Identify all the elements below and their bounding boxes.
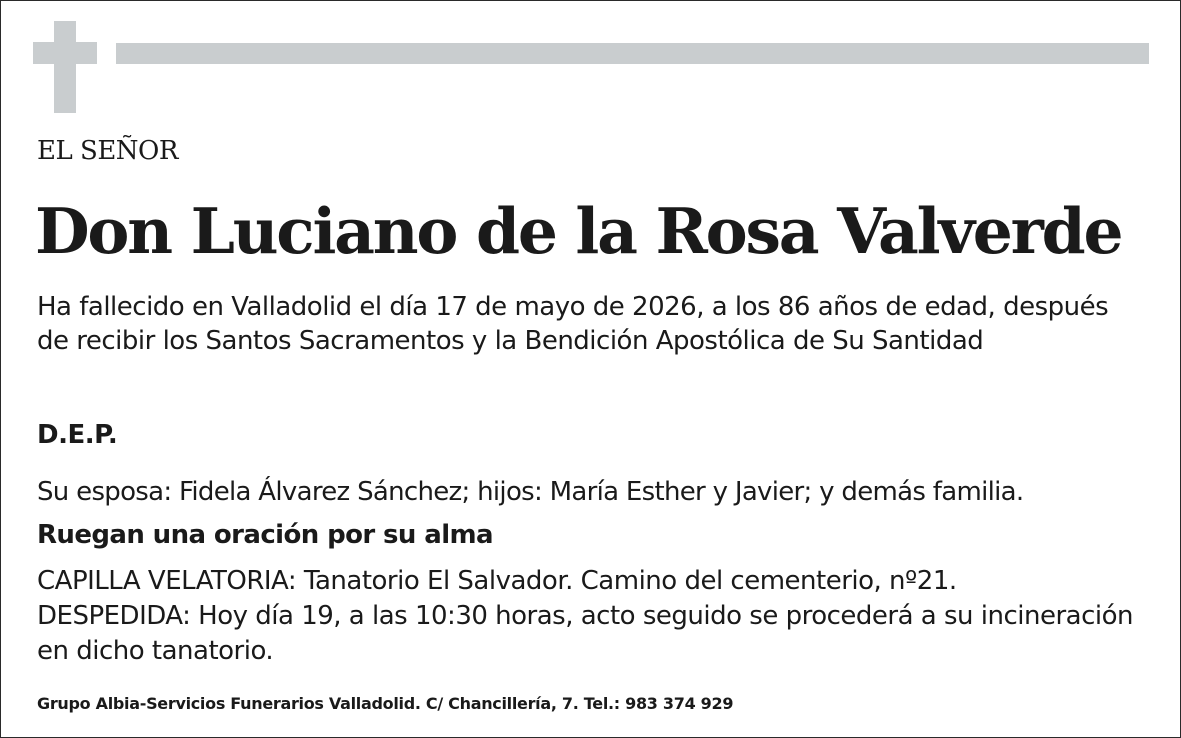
deceased-name: Don Luciano de la Rosa Valverde bbox=[35, 194, 1122, 268]
prayer-request: Ruegan una oración por su alma bbox=[37, 520, 493, 550]
cross-icon bbox=[33, 21, 97, 113]
farewell-info: DESPEDIDA: Hoy día 19, a las 10:30 horas, acto seguido se procederá a su incineración en dicho tanatorio. bbox=[37, 601, 1133, 666]
funeral-home-footer: Grupo Albia-Servicios Funerarios Valladolid. C/ Chancillería, 7. Tel.: 983 374 929 bbox=[37, 694, 734, 713]
honorific: EL SEÑOR bbox=[37, 136, 178, 166]
death-announcement: Ha fallecido en Valladolid el día 17 de mayo de 2026, a los 86 años de edad, después de recibir los Santos Sacramentos y la Bendición Apostólica de Su Santidad bbox=[37, 292, 1109, 356]
header-rule bbox=[116, 43, 1149, 64]
rip-label: D.E.P. bbox=[37, 420, 118, 450]
chapel-info: CAPILLA VELATORIA: Tanatorio El Salvador. Camino del cementerio, nº21. bbox=[37, 566, 957, 596]
cross-vertical-bar bbox=[54, 21, 76, 113]
family-list: Su esposa: Fidela Álvarez Sánchez; hijos: María Esther y Javier; y demás familia. bbox=[37, 477, 1024, 507]
cross-horizontal-bar bbox=[33, 42, 97, 64]
funeral-details bbox=[37, 564, 1137, 669]
